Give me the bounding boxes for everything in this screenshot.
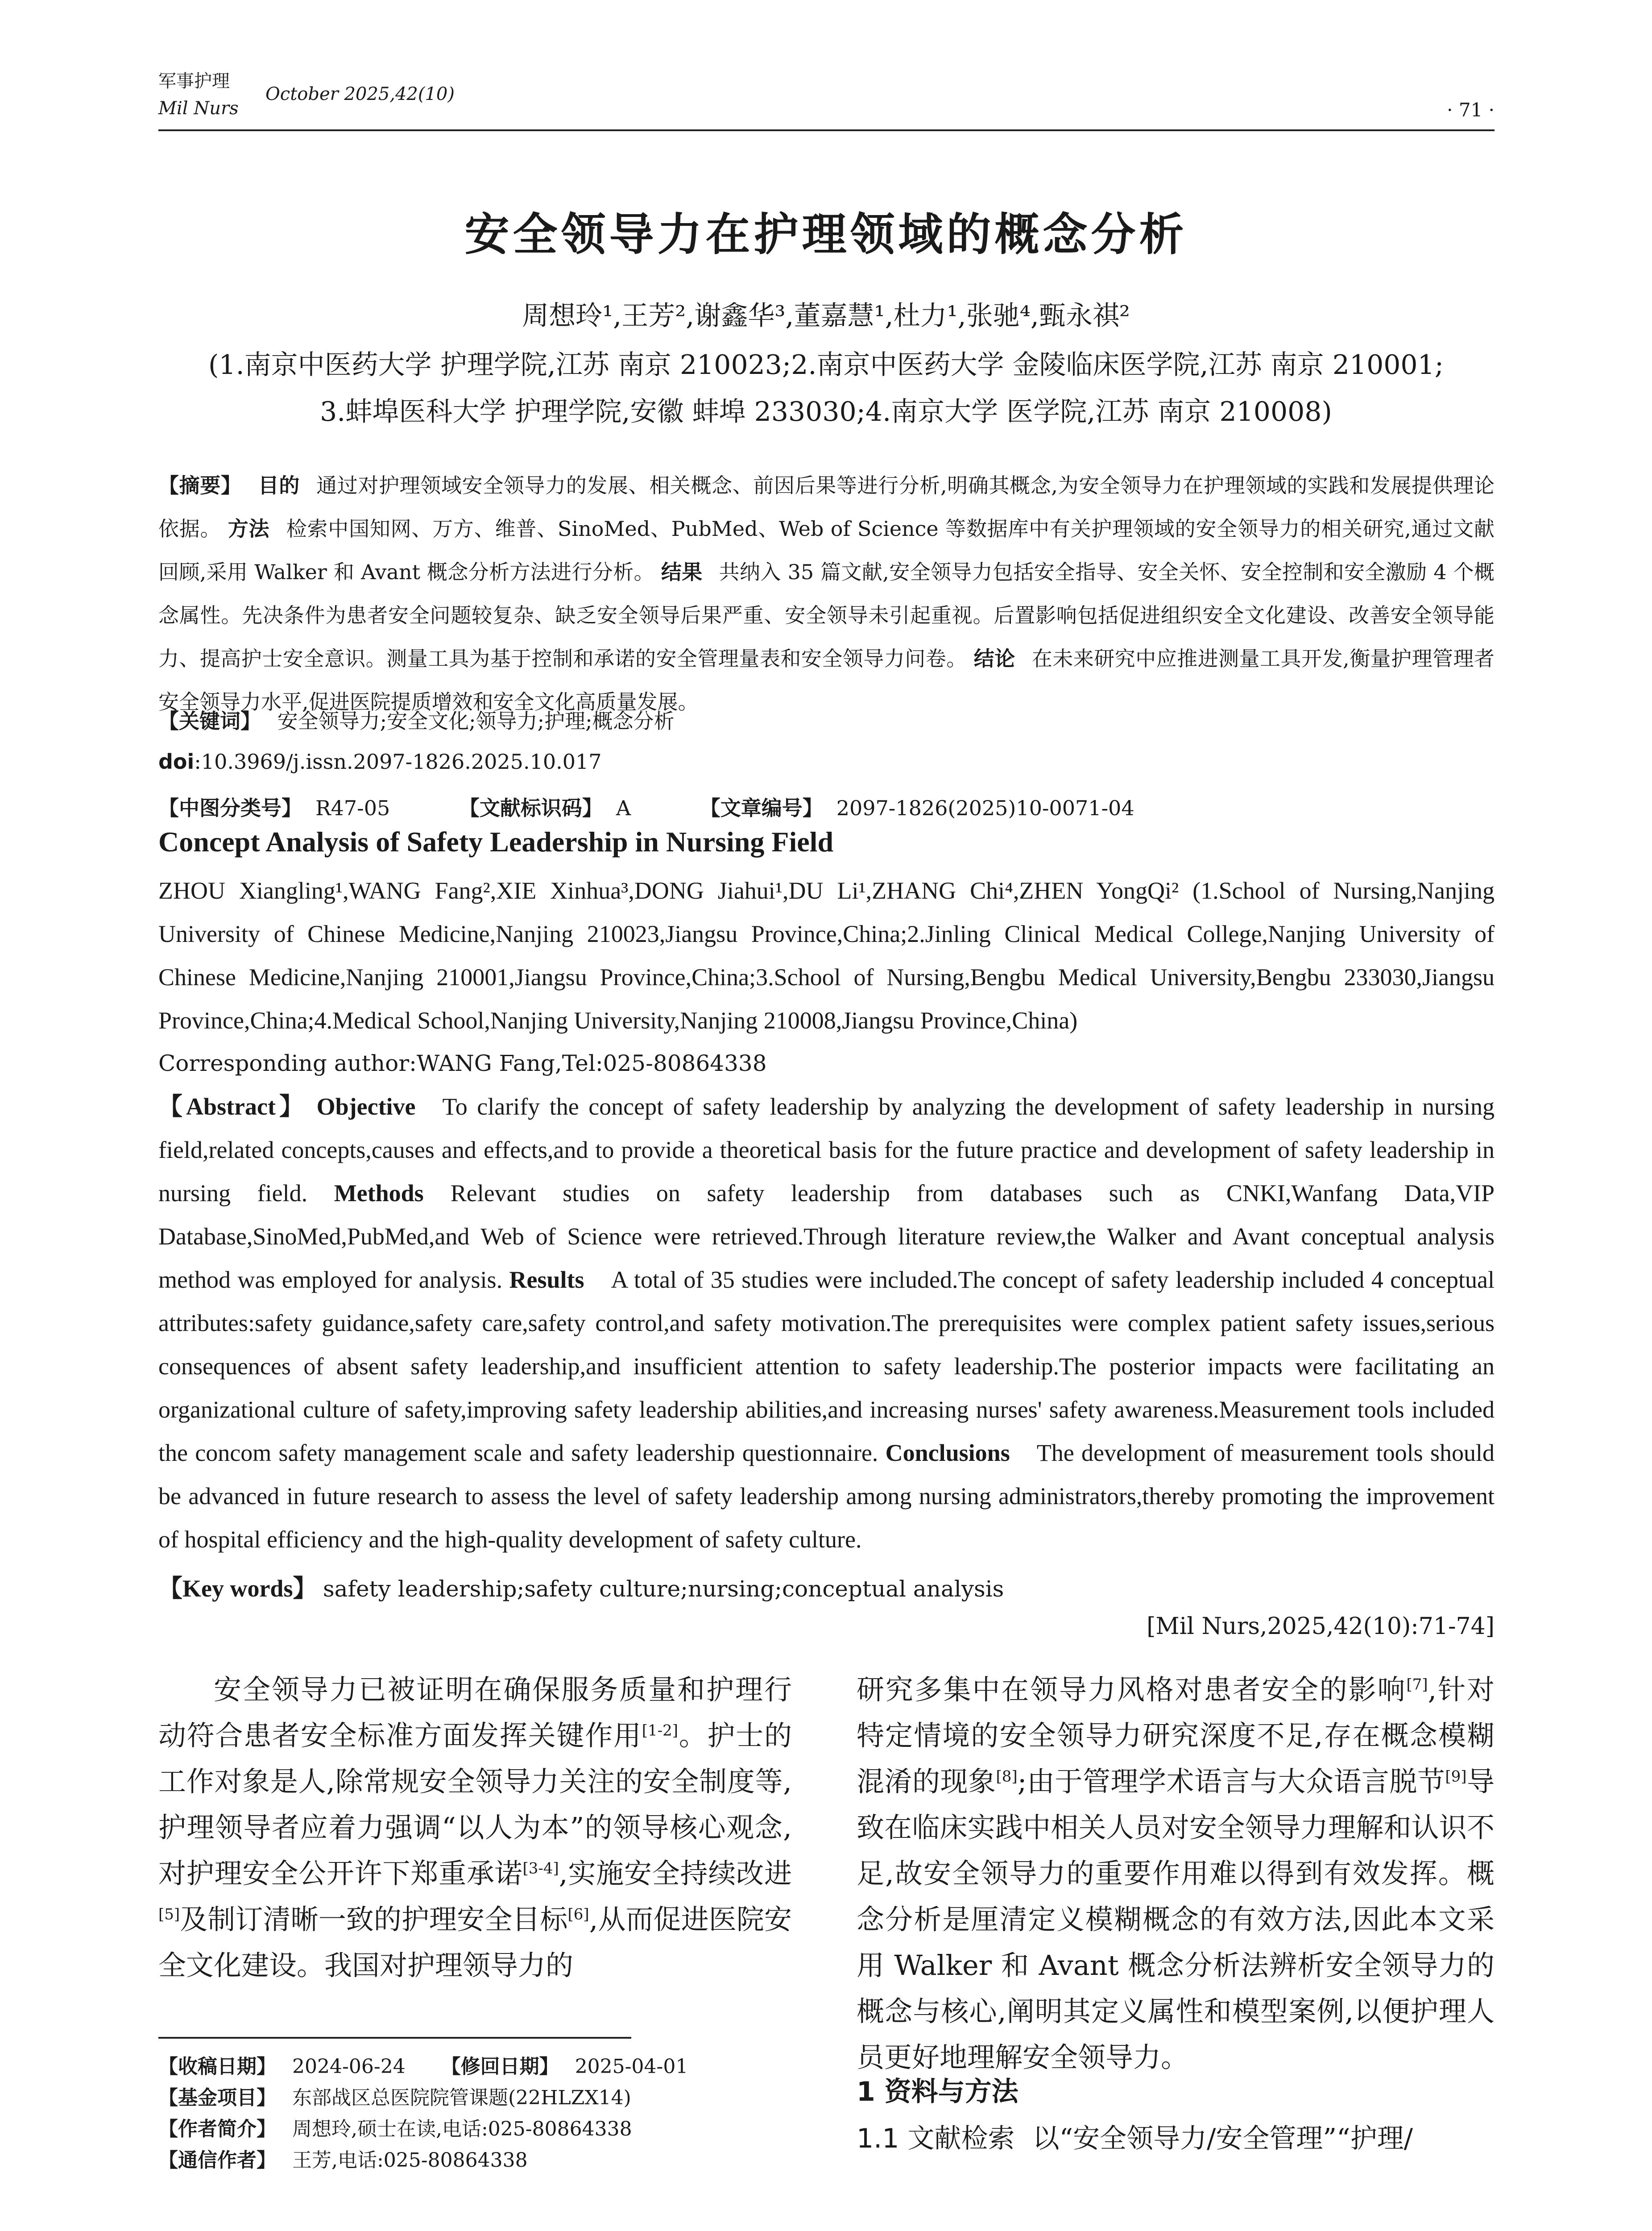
body-paragraph: 研究多集中在领导力风格对患者安全的影响[7],针对特定情境的安全领导力研究深度不足,存在概念模糊混淆的现象[8];由于管理学术语言与大众语言脱节[9]导致在临床实践中相关人员对安全领导力理解和认识不足,故安全领导力的重要作用难以得到有效发挥。概念分析是厘清定义模糊概念的有效方法,因此本文采用 Walker 和 Avant 概念分析法辨析安全领导力的概念与核心,阐明其定义属性和模型案例,以便护理人员更好地理解安全领导力。 <box>857 1673 1495 2073</box>
reference-marker[interactable]: [9] <box>1445 1767 1467 1786</box>
reference-marker[interactable]: [3-4] <box>522 1859 559 1878</box>
keywords-cn-label: 【关键词】 <box>158 709 261 733</box>
footnote-rule <box>158 2037 631 2039</box>
keywords-cn-text: 安全领导力;安全文化;领导力;护理;概念分析 <box>277 709 675 733</box>
body-paragraph: 安全领导力已被证明在确保服务质量和护理行动符合患者安全标准方面发挥关键作用[1-2]。护士的工作对象是人,除常规安全领导力关注的安全制度等,护理领导者应着力强调“以人为本”的领导核心观念,对护理安全公开许下郑重承诺[3-4],实施安全持续改进[5]及制订清晰一致的护理安全目标[6],从而促进医院安全文化建设。我国对护理领导力的 <box>158 1673 792 1982</box>
conclusions-label-en: Conclusions <box>885 1439 1010 1466</box>
english-authors <box>158 869 1495 1042</box>
doi-link[interactable]: :10.3969/j.issn.2097-1826.2025.10.017 <box>194 750 602 774</box>
objective-label-cn: 目的 <box>258 473 300 498</box>
doc-code-label: 【文献标识码】 <box>459 796 603 820</box>
abstract-en <box>158 1085 1495 1561</box>
article-no-value: 2097-1826(2025)10-0071-04 <box>836 796 1134 820</box>
results-label-en: Results <box>509 1266 584 1293</box>
conclusions-text-en: The development of measurement tools should be advanced in future research to assess the level of safety leadership among nursing administrators,thereby promoting the improvement of hospital efficiency and the high-quality development of safety culture. <box>158 1439 1495 1553</box>
objective-label-en: Objective <box>316 1093 416 1120</box>
keywords-en <box>158 1567 1495 1611</box>
methods-label-cn: 方法 <box>228 517 270 541</box>
english-title: Concept Analysis of Safety Leadership in Nursing Field <box>158 826 834 858</box>
reference-marker[interactable]: [8] <box>996 1767 1018 1786</box>
reference-marker[interactable]: [5] <box>158 1905 180 1924</box>
keywords-en-text: safety leadership;safety culture;nursing;conceptual analysis <box>323 1576 1004 1602</box>
corresponding-author: Corresponding author:WANG Fang,Tel:025-80864338 <box>158 1050 767 1076</box>
objective-text-en: To clarify the concept of safety leadership by analyzing the development of safety leadership in nursing field,related concepts,causes and effects,and to provide a theoretical basis for the future practice and development of safety leadership in nursing field. <box>158 1093 1495 1207</box>
clc-label: 【中图分类号】 <box>158 796 302 820</box>
body-column-right <box>857 1667 1495 2080</box>
abstract-en-label: 【Abstract】 <box>158 1093 307 1120</box>
keywords-en-label: 【Key words】 <box>158 1575 317 1602</box>
body-column-left <box>158 1667 792 1988</box>
objective-text-cn: 通过对护理领域安全领导力的发展、相关概念、前因后果等进行分析,明确其概念,为安全领导力在护理领域的实践和发展提供理论依据。 <box>158 473 1495 541</box>
conclusions-label-cn: 结论 <box>973 647 1015 671</box>
doi-line <box>158 750 1495 774</box>
conclusions-text-cn: 在未来研究中应推进测量工具开发,衡量护理管理者安全领导力水平,促进医院提质增效和安全文化高质量发展。 <box>158 647 1495 714</box>
affiliations-line-1: (1.南京中医药大学 护理学院,江苏 南京 210023;2.南京中医药大学 金陵临床医学院,江苏 南京 210001; <box>208 349 1444 381</box>
results-text-cn: 共纳入 35 篇文献,安全领导力包括安全指导、安全关怀、安全控制和安全激励 4 个概念属性。先决条件为患者安全问题较复杂、缺乏安全领导后果严重、安全领导未引起重视。后置影响包括促进组织安全文化建设、改善安全领导能力、提高护士安全意识。测量工具为基于控制和承诺的安全管理量表和安全领导力问卷。 <box>158 560 1495 671</box>
issue-info: October 2025,42(10) <box>265 84 455 104</box>
footnote-corresponding: 【通信作者】 王芳,电话:025-80864338 <box>158 2149 528 2172</box>
keywords-cn <box>158 705 1495 734</box>
section-heading: 1 资料与方法 <box>857 2076 1019 2107</box>
footnote-author: 【作者简介】 周想玲,硕士在读,电话:025-80864338 <box>158 2118 632 2140</box>
subsection-text: 以“安全领导力/安全管理”“护理/ <box>1032 2123 1413 2154</box>
clc-value: R47-05 <box>315 796 390 820</box>
reference-marker[interactable]: [7] <box>1406 1675 1428 1694</box>
journal-name-en: Mil Nurs <box>158 98 239 119</box>
affiliations-line-2: 3.蚌埠医科大学 护理学院,安徽 蚌埠 233030;4.南京大学 医学院,江苏 南京 210008) <box>320 396 1332 427</box>
article-title: 安全领导力在护理领域的概念分析 <box>464 208 1188 261</box>
subsection-label: 1.1 文献检索 <box>857 2123 1015 2154</box>
english-author-affil: ZHOU Xiangling¹,WANG Fang²,XIE Xinhua³,DONG Jiahui¹,DU Li¹,ZHANG Chi⁴,ZHEN YongQi² (1.School of Nursing,Nanjing University of Chinese Medicine,Nanjing 210023,Jiangsu Province,China;2.Jinling Clinical Medical College,Nanjing University of Chinese Medicine,Nanjing 210001,Jiangsu Province,China;3.School of Nursing,Bengbu Medical University,Bengbu 233030,Jiangsu Province,China;4.Medical School,Nanjing University,Nanjing 210008,Jiangsu Province,China) <box>158 877 1495 1034</box>
page-number: · 71 · <box>1447 99 1495 121</box>
article-no-label: 【文章编号】 <box>700 796 823 820</box>
results-text-en: A total of 35 studies were included.The concept of safety leadership included 4 conceptual attributes:safety guidance,safety care,safety control,and safety motivation.The prerequisites were complex patient safety issues,serious consequences of absent safety leadership,and insufficient attention to safety leadership.The posterior impacts were facilitating an organizational culture of safety,improving safety leadership abilities,and increasing nurses' safety awareness.Measurement tools included the concom safety management scale and safety leadership questionnaire. <box>158 1266 1495 1466</box>
citation-line: [Mil Nurs,2025,42(10):71-74] <box>1147 1613 1495 1640</box>
reference-marker[interactable]: [6] <box>567 1905 589 1924</box>
reference-marker[interactable]: [1-2] <box>642 1721 678 1740</box>
abstract-cn-label: 【摘要】 <box>158 473 242 498</box>
methods-label-en: Methods <box>334 1180 424 1207</box>
running-header <box>158 67 1495 131</box>
abstract-cn <box>158 464 1495 724</box>
doi-label: doi <box>158 750 195 774</box>
methods-text-cn: 检索中国知网、万方、维普、SinoMed、PubMed、Web of Science 等数据库中有关护理领域的安全领导力的相关研究,通过文献回顾,采用 Walker 和 Avant 概念分析方法进行分析。 <box>158 517 1495 584</box>
doc-code-value: A <box>616 796 631 820</box>
results-label-cn: 结果 <box>661 560 703 584</box>
classification-line <box>158 792 1495 821</box>
footnote-fund: 【基金项目】 东部战区总医院院管课题(22HLZX14) <box>158 2086 631 2109</box>
subsection-heading <box>857 2117 1413 2156</box>
author-list: 周想玲¹,王芳²,谢鑫华³,董嘉慧¹,杜力¹,张驰⁴,甄永祺² <box>522 300 1130 332</box>
methods-text-en: Relevant studies on safety leadership from databases such as CNKI,Wanfang Data,VIP Database,SinoMed,PubMed,and Web of Science were retrieved.Through literature review,the Walker and Avant conceptual analysis method was employed for analysis. <box>158 1180 1495 1293</box>
footnote-dates: 【收稿日期】 2024-06-24 【修回日期】 2025-04-01 <box>158 2055 688 2078</box>
journal-name-cn: 军事护理 <box>158 71 230 91</box>
